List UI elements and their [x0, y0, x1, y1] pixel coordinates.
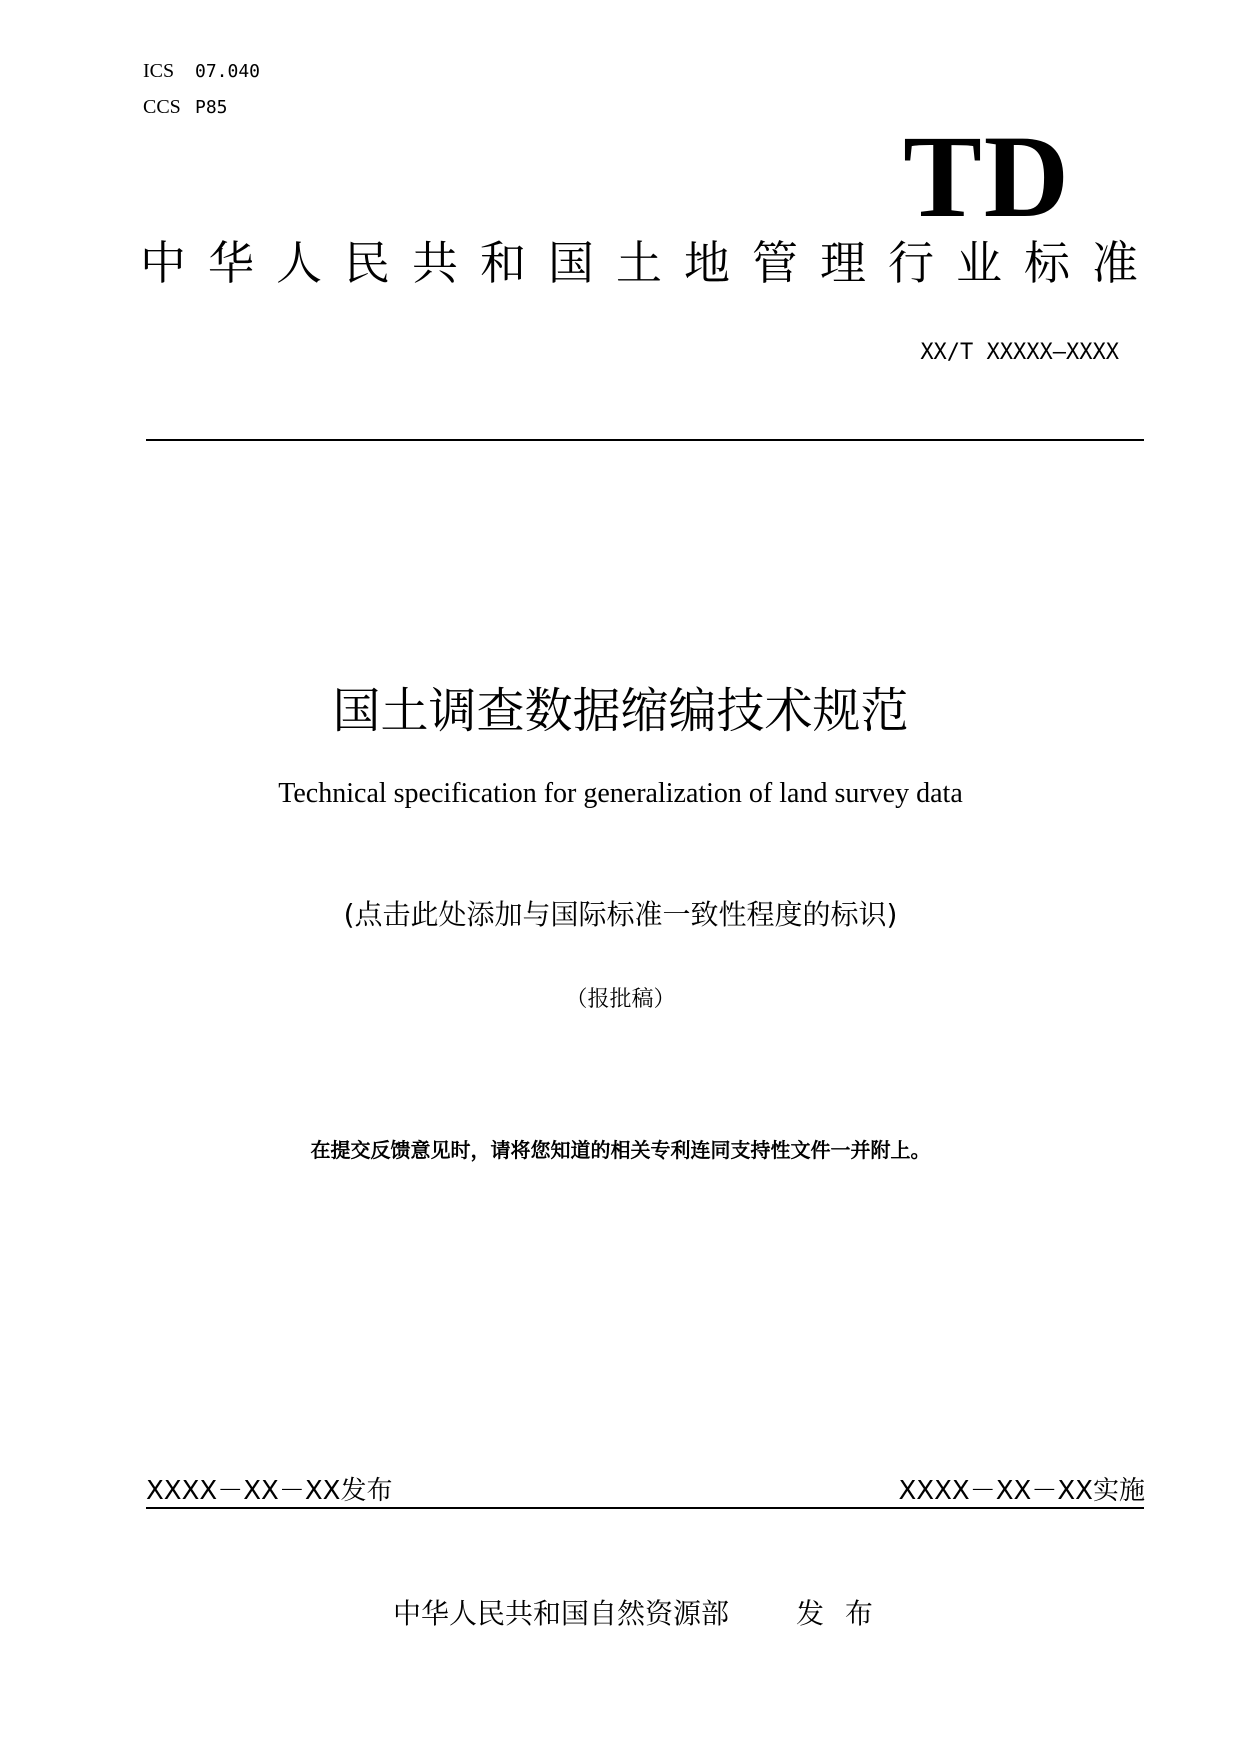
td-logo: TD [903, 111, 1071, 242]
issue-label: 发 布 [796, 1597, 873, 1630]
implement-date: XXXX－XX－XX实施 [898, 1476, 1145, 1506]
bottom-divider [146, 1507, 1144, 1509]
conformity-note[interactable]: (点击此处添加与国际标准一致性程度的标识) [343, 898, 898, 931]
document-title-cn: 国土调查数据缩编技术规范 [332, 683, 909, 739]
publish-date: XXXX－XX－XX发布 [146, 1476, 393, 1506]
ics-code [143, 58, 260, 83]
ccs-code [143, 94, 228, 119]
draft-status: （报批稿） [565, 987, 676, 1012]
standard-code: XX/T XXXXX—XXXX [920, 340, 1119, 365]
ccs-value: P85 [195, 97, 228, 118]
issuer-name: 中华人民共和国自然资源部 [393, 1597, 730, 1630]
org-title: 中华人民共和国土地管理行业标准 [140, 236, 1138, 290]
top-divider [146, 439, 1144, 441]
ics-value: 07.040 [195, 61, 261, 82]
ics-label: ICS [143, 60, 175, 82]
patent-notice: 在提交反馈意见时，请将您知道的相关专利连同支持性文件一并附上。 [310, 1138, 931, 1162]
document-title-en: Technical specification for generalization of land survey data [278, 778, 963, 809]
ccs-label: CCS [143, 96, 181, 118]
